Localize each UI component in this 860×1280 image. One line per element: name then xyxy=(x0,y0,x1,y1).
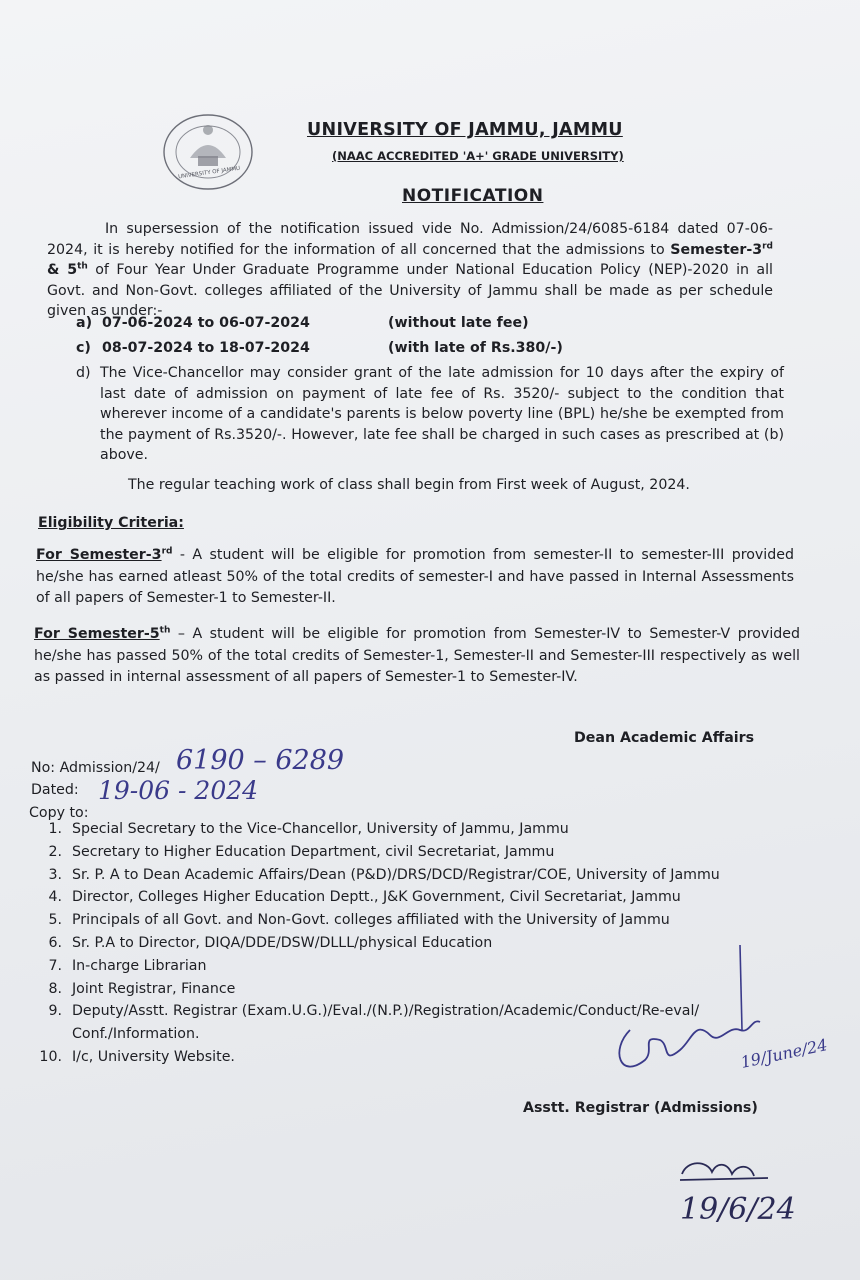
intro-sup-th: th xyxy=(77,261,88,272)
ref-no-handwritten: 6190 – 6289 xyxy=(176,745,345,776)
university-name: UNIVERSITY OF JAMMU, JAMMU xyxy=(307,120,623,140)
eligibility-heading: Eligibility Criteria: xyxy=(38,515,184,531)
schedule-row-c xyxy=(76,338,310,359)
eligibility-sem3 xyxy=(36,545,794,610)
schedule-dates: 08-07-2024 to 18-07-2024 xyxy=(102,340,310,356)
list-text: Principals of all Govt. and Non-Govt. colleges affiliated with the University of Jammu xyxy=(72,912,670,929)
eligibility-sem5-label: For Semester-5 xyxy=(34,626,160,642)
intro-text-1: In supersession of the notification issued vide No. Admission/24/6085-6184 dated 07-06-2024, it is hereby notified for the information of all concerned that the admissions to xyxy=(47,221,773,258)
schedule-row-a xyxy=(76,313,310,334)
initials-scribble xyxy=(672,1152,782,1192)
list-text: Joint Registrar, Finance xyxy=(72,980,236,997)
seal-text: UNIVERSITY OF JAMMU xyxy=(177,165,241,181)
schedule-dates: 07-06-2024 to 06-07-2024 xyxy=(102,315,310,331)
teaching-note: The regular teaching work of class shall begin from First week of August, 2024. xyxy=(128,477,690,493)
list-item xyxy=(34,819,814,842)
signature-scribble xyxy=(600,940,800,1100)
initials-date: 19/6/24 xyxy=(680,1192,796,1227)
eligibility-sem5-sup: th xyxy=(159,625,171,636)
schedule-fee-a: (without late fee) xyxy=(388,315,529,331)
list-text: I/c, University Website. xyxy=(72,1048,235,1065)
list-number: 7. xyxy=(48,957,62,974)
schedule-letter: a) xyxy=(76,315,93,331)
schedule-letter: c) xyxy=(76,340,91,356)
list-number: 10. xyxy=(39,1048,62,1065)
list-number: 8. xyxy=(48,980,62,997)
signatory-dean: Dean Academic Affairs xyxy=(574,730,755,746)
list-text: Sr. P.A to Director, DIQA/DDE/DSW/DLLL/physical Education xyxy=(72,934,493,951)
page-title: NOTIFICATION xyxy=(402,186,544,206)
list-item xyxy=(34,910,814,933)
eligibility-sem3-label: For Semester-3 xyxy=(36,547,162,563)
list-text: Secretary to Higher Education Department, civil Secretariat, Jammu xyxy=(72,843,555,860)
list-number: 1. xyxy=(48,821,62,837)
intro-semester-3: Semester-3 xyxy=(670,241,763,258)
list-number: 3. xyxy=(48,866,62,883)
university-seal xyxy=(160,112,256,192)
list-number: 5. xyxy=(48,912,62,929)
list-number: 6. xyxy=(48,934,62,951)
list-text: Sr. P. A to Dean Academic Affairs/Dean (P&D)/DRS/DCD/Registrar/COE, University of Jammu xyxy=(72,866,720,883)
signatory-title: Asstt. Registrar (Admissions) xyxy=(523,1100,758,1116)
intro-text-2: of Four Year Under Graduate Programme under National Education Policy (NEP)-2020 in all Govt. and Non-Govt. colleges affiliated of the University of Jammu shall be made as per schedule given as under:- xyxy=(47,262,773,319)
list-text: Deputy/Asstt. Registrar (Exam.U.G.)/Eval./(N.P.)/Registration/Academic/Conduct/Re-eval/ xyxy=(72,1003,700,1020)
intro-amp: & xyxy=(47,262,68,278)
intro-semester-5: 5 xyxy=(67,262,78,278)
accreditation-line: (NAAC ACCREDITED 'A+' GRADE UNIVERSITY) xyxy=(332,149,624,163)
list-number: 4. xyxy=(48,889,62,906)
ref-no-label: No: Admission/24/ xyxy=(31,760,160,776)
eligibility-sem5 xyxy=(34,624,800,689)
list-item xyxy=(34,865,814,888)
list-text: In-charge Librarian xyxy=(72,957,207,974)
clause-d-text: The Vice-Chancellor may consider grant of the late admission for 10 days after the expiry of last date of admission on payment of late fee of Rs. 3520/- subject to the condition that wherever income of a candidate's parents is below poverty line (BPL) he/she be exempted from the payment of Rs.3520/-. However, late fee shall be charged in such cases as prescribed at (b) above. xyxy=(100,365,784,463)
list-item xyxy=(34,887,814,910)
list-number: 2. xyxy=(48,843,62,860)
list-text: Conf./Information. xyxy=(72,1026,200,1043)
eligibility-sem3-text: - A student will be eligible for promotion from semester-II to semester-III provided he/she has earned atleast 50% of the total credits of semester-I and have passed in Internal Assessments of all papers of Semester-1 to Semester-II. xyxy=(36,547,794,606)
list-text: Director, Colleges Higher Education Deptt., J&K Government, Civil Secretariat, Jammu xyxy=(72,889,681,906)
list-number: 9. xyxy=(48,1003,62,1020)
ref-dated-handwritten: 19-06 - 2024 xyxy=(98,776,259,805)
ref-dated-label: Dated: xyxy=(31,782,79,798)
clause-d-letter: d) xyxy=(76,365,91,381)
schedule-fee-c: (with late of Rs.380/-) xyxy=(388,340,563,356)
intro-paragraph xyxy=(47,219,773,322)
list-item xyxy=(34,842,814,865)
copy-to-label: Copy to: xyxy=(29,805,89,821)
signature-date: 19/June/24 xyxy=(738,1035,830,1072)
eligibility-sem5-text: – A student will be eligible for promotion from Semester-IV to Semester-V provided he/she has passed 50% of the total credits of Semester-1, Semester-II and Semester-III respectively as well as passed in internal assessment of all papers of Semester-1 to Semester-IV. xyxy=(34,626,800,685)
intro-sup-rd: rd xyxy=(762,240,773,251)
list-text: Special Secretary to the Vice-Chancellor, University of Jammu, Jammu xyxy=(72,821,569,837)
eligibility-sem3-sup: rd xyxy=(161,546,173,557)
